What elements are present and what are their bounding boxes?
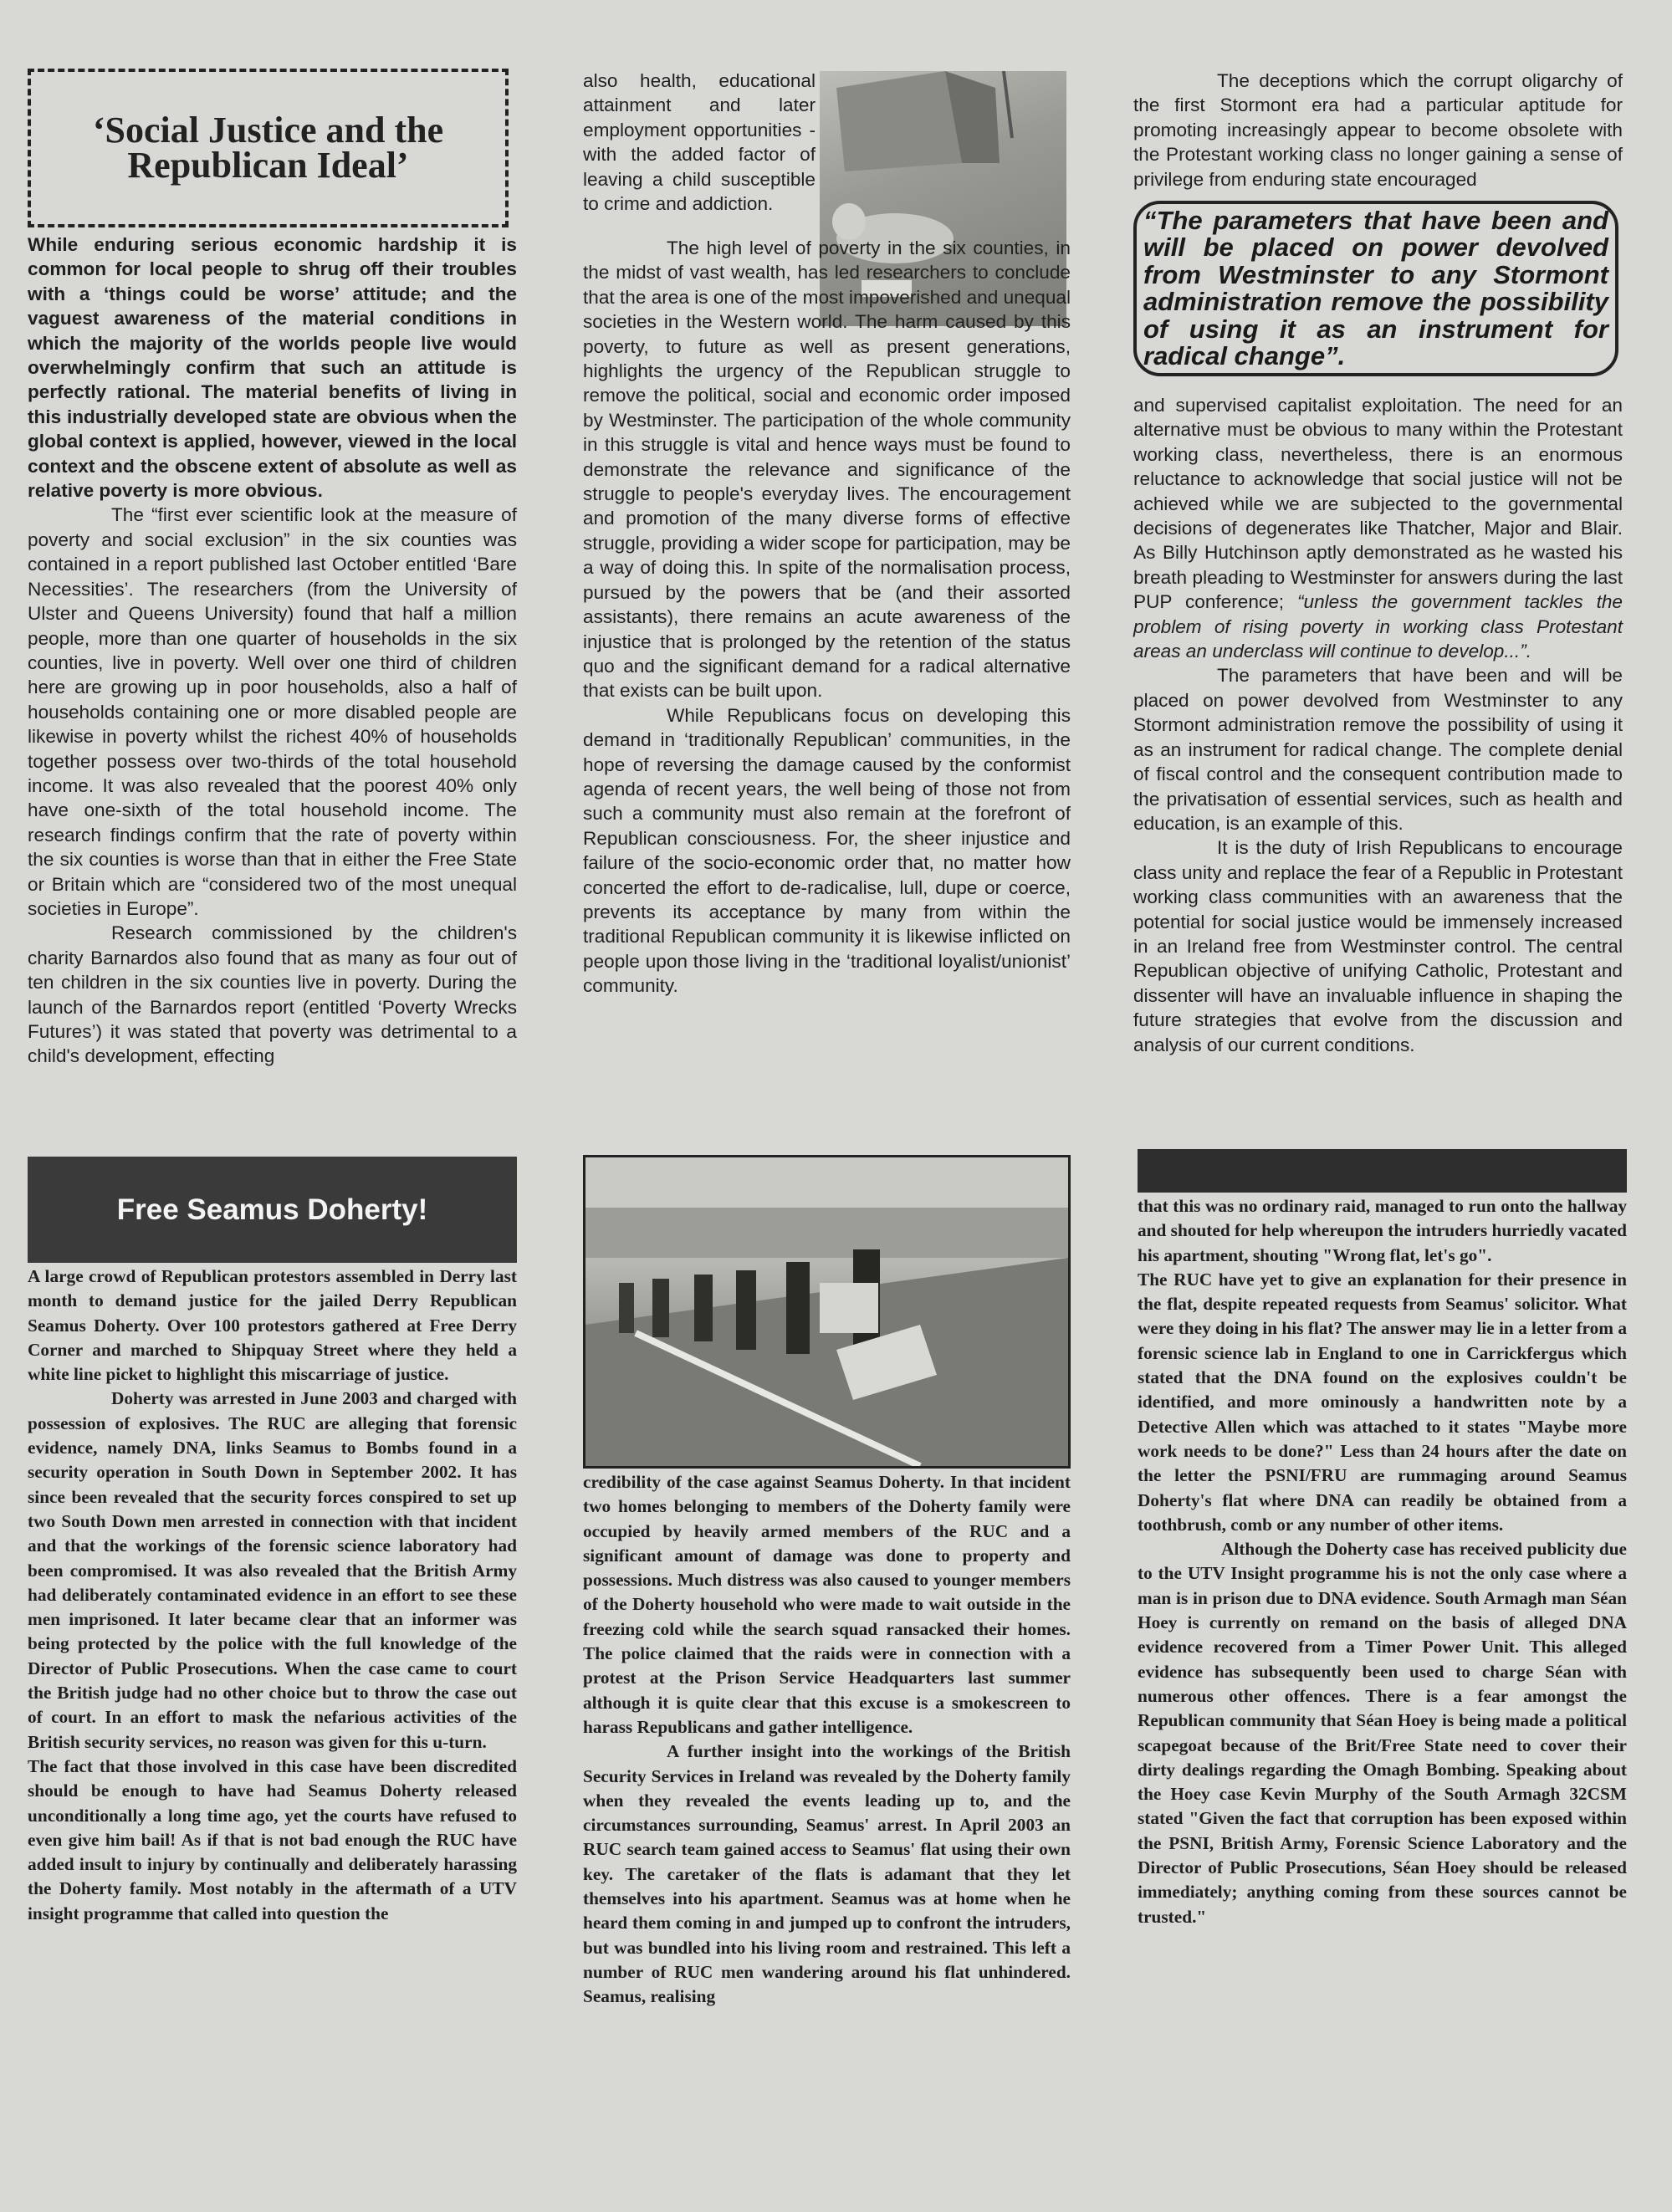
article-paragraph: The parameters that have been and will be placed on power devolved from Westminster to any Stormont administration remove the possibility of using it as an instrument for radical change. The complete denial of fiscal control and the consequent contribution made to the privatisation of essential services, such as health and education, is an example of this.: [1133, 665, 1623, 834]
doherty-paragraph: A large crowd of Republican protestors assembled in Derry last month to demand justice for the jailed Derry Republican Seamus Doherty. Over 100 protestors gathered at Free Derry Corner and marched to Shipquay Street where they held a white line picket to highlight this miscarriage of justice.: [28, 1266, 517, 1385]
doherty-paragraph: Doherty was arrested in June 2003 and charged with possession of explosives. The RUC are alleging that forensic evidence, namely DNA, links Seamus to Bombs found in a security operation in South Down in September 2002. It has since been revealed that the security forces conspired to set up two South Down men arrested in connection with that incident and that the workings of the forensic science laboratory had been compromised. It was also revealed that the British Army had deliberately contaminated evidence in an effort to see these men imprisoned. It later became clear that an informer was being protected by the police with the full knowledge of the Director of Public Prosecutions. When the case came to court the British judge had no other choice but to throw the case out of court. In an effort to mask the nefarious activities of the British security services, no reason was given for this u-turn.: [28, 1388, 517, 1752]
photo-illustration: [585, 1157, 1068, 1466]
doherty-column-1: [28, 1264, 517, 1926]
article-column-1: [28, 232, 517, 1069]
article-paragraph: also health, educational attainment and later employment opportunities - with the added factor of leaving a child susceptible to crime and addiction.: [583, 70, 816, 215]
hutchinson-quote: “unless the government tackles the problem of rising poverty in working class Protestant areas an underclass will continue to develop...”.: [1133, 591, 1623, 662]
doherty-column-2: [583, 1470, 1071, 2010]
banner-title: Free Seamus Doherty!: [116, 1193, 428, 1226]
article-title: ‘Social Justice and the Republican Ideal’: [92, 110, 444, 186]
doherty-paragraph: Although the Doherty case has received publicity due to the UTV Insight programme his is not the only case where a man is in prison due to DNA evidence. South Armagh man Séan Hoey is currently on remand on the basis of alleged DNA evidence recovered from a Timer Power Unit. This alleged evidence has subsequently been used to charge Séan with numerous other offences. There is a fear amongst the Republican community that Séan Hoey is being made a political scapegoat because of the Brit/Free State need to cover their dirty dealings regarding the Omagh Bombing. Speaking about the Hoey case Kevin Murphy of the South Armagh 32CSM stated "Given the fact that corruption has been exposed within the PSNI, British Army, Forensic Science Laboratory and the Director of Public Prosecutions, Séan Hoey should be released immediately; anything coming from these sources cannot be trusted.": [1138, 1539, 1627, 1927]
article-paragraph: The “first ever scientific look at the measure of poverty and social exclusion” in the six counties was contained in a report published last October entitled ‘Bare Necessities’. The researchers (from the University of Ulster and Queens University) found that half a million people, more than one quarter of households in the six counties, live in poverty. Well over one third of children here are growing up in poor households, also a half of households containing one or more disabled people are likewise in poverty whilst the richest 40% of households together possess over two-thirds of the total household income. It was also revealed that the poorest 40% only have one-sixth of the total household income. The research findings confirm that the rate of poverty within the six counties is worse than that in either the Free State or Britain which are “considered two of the most unequal societies in Europe”.: [28, 504, 517, 919]
doherty-paragraph: that this was no ordinary raid, managed to run onto the hallway and shouted for help whereupon the intruders hurriedly vacated his apartment, shouting "Wrong flat, let's go".: [1138, 1196, 1627, 1265]
article-column-3: [1133, 69, 1623, 192]
article-column-2: [583, 69, 1071, 999]
section-divider-bar: [1138, 1149, 1627, 1193]
pull-quote: “The parameters that have been and will be placed on power devolved from Westminster to any Stormont administration remove the possibility of using it as an instrument for radical change”.: [1143, 205, 1608, 370]
doherty-paragraph: The RUC have yet to give an explanation for their presence in the flat, despite repeated requests from Seamus' solicitor. What were they doing in his flat? The answer may lie in a letter from a forensic science lab in England to one in Carrickfergus which stated that the DNA found on the explosives couldn't be identified, and more ominously a handwritten note by a Detective Allen which was attached to it states "Maybe more work needs to be done?" Less than 24 hours after the date on the letter the PSNI/FRU are rummaging around Seamus Doherty's flat where DNA can readily be obtained from a toothbrush, comb or any number of other items.: [1138, 1269, 1627, 1535]
article-column-3-continued: [1133, 393, 1623, 1057]
article-lead-paragraph: While enduring serious economic hardship it is common for local people to shrug off their troubles with a ‘things could be worse’ attitude; and the vaguest awareness of the material conditions in which the majority of the worlds people live would overwhelmingly confirm that such an attitude is perfectly rational. The material benefits of living in this industrially developed state are obvious when the global context is applied, however, viewed in the local context and the obscene extent of absolute as well as relative poverty is more obvious.: [28, 234, 517, 502]
doherty-paragraph: credibility of the case against Seamus Doherty. In that incident two homes belonging to members of the Doherty family were occupied by heavily armed members of the RUC and a significant amount of damage was done to property and possessions. Much distress was also caused to younger members of the Doherty household who were made to wait outside in the freezing cold while the search squad ransacked their homes. The police claimed that the raids were in connection with a protest at the Prison Service Headquarters last summer although it is quite clear that this excuse is a smokescreen to harass Republicans and gather intelligence.: [583, 1472, 1071, 1737]
article-paragraph: While Republicans focus on developing this demand in ‘traditionally Republican’ communities, in the hope of reversing the damage caused by the conformist agenda of recent years, the well being of those not from such a community must also remain at the forefront of Republican consciousness. For, the sheer injustice and failure of the socio-economic order that, no matter how concerted the effort to de-radicalise, lull, dupe or coerce, prevents its acceptance by many from within the traditional Republican community it is likewise inflicted on people upon those living in the ‘traditional loyalist/unionist’ community.: [583, 704, 1071, 997]
doherty-column-3: [1138, 1194, 1627, 1929]
pull-quote-box: [1133, 201, 1618, 376]
protest-march-photo: [583, 1155, 1071, 1469]
article-title-box: [28, 69, 509, 227]
article-paragraph: Research commissioned by the children's charity Barnardos also found that as many as four out of ten children in the six counties live in poverty. During the launch of the Barnardos report (entitled ‘Poverty Wrecks Futures’) it was stated that poverty was detrimental to a child's development, effecting: [28, 922, 517, 1067]
doherty-banner: [28, 1157, 517, 1263]
doherty-paragraph: A further insight into the workings of the British Security Services in Ireland was revealed by the Doherty family when they revealed the events leading up to, and the circumstances surrounding, Seamus' arrest. In April 2003 an RUC search team gained access to Seamus' flat using their own key. The caretaker of the flats is adamant that they let themselves into his apartment. Seamus was at home when he heard them coming in and jumped up to confront the intruders, but was bundled into his living room and restrained. This left a number of RUC men wandering around his flat unhindered. Seamus, realising: [583, 1741, 1071, 2007]
doherty-paragraph: The fact that those involved in this case have been discredited should be enough to have had Seamus Doherty released unconditionally a long time ago, yet the courts have refused to even give him bail! As if that is not bad enough the RUC have added insult to injury by continually and deliberately harassing the Doherty family. Most notably in the aftermath of a UTV insight programme that called into question the: [28, 1755, 517, 1923]
article-paragraph: The deceptions which the corrupt oligarchy of the first Stormont era had a particular aptitude for promoting increasingly appear to become obsolete with the Protestant working class no longer gaining a sense of privilege from enduring state encouraged: [1133, 70, 1623, 190]
article-paragraph: and supervised capitalist exploitation. The need for an alternative must be obvious to many within the Protestant working class, nevertheless, there is an enormous reluctance to acknowledge that social justice will not be achieved while we are subjected to the governmental decisions of degenerates like Thatcher, Major and Blair. As Billy Hutchinson aptly demonstrated as he wasted his breath pleading to Westminster for answers during the last PUP conference; “unless the government tackles the problem of rising poverty in working class Protestant areas an underclass will continue to develop...”.: [1133, 395, 1623, 662]
article-paragraph: The high level of poverty in the six counties, in the midst of vast wealth, has led researchers to conclude that the area is one of the most impoverished and unequal societies in the Western world. The harm caused by this poverty, to future as well as present generations, highlights the urgency of the Republican struggle to remove the political, social and economic order imposed by Westminster. The participation of the whole community in this struggle is vital and hence ways must be found to demonstrate the relevance and significance of the struggle to people's everyday lives. The encouragement and promotion of the many diverse forms of effective struggle, providing a wider scope for participation, may be a way of doing this. In spite of the normalisation process, pursued by the powers that be (and their assorted assistants), there remains an acute awareness of the injustice that is prolonged by the retention of the status quo and the significant demand for a radical alternative that exists can be built upon.: [583, 238, 1071, 702]
article-paragraph: It is the duty of Irish Republicans to encourage class unity and replace the fear of a Republic in Protestant working class communities with an awareness that the potential for social justice would be immensely increased in an Ireland free from Westminster control. The central Republican objective of unifying Catholic, Protestant and dissenter will have an invaluable influence in shaping the future strategies that evolve from the discussion and analysis of our current conditions.: [1133, 837, 1623, 1055]
